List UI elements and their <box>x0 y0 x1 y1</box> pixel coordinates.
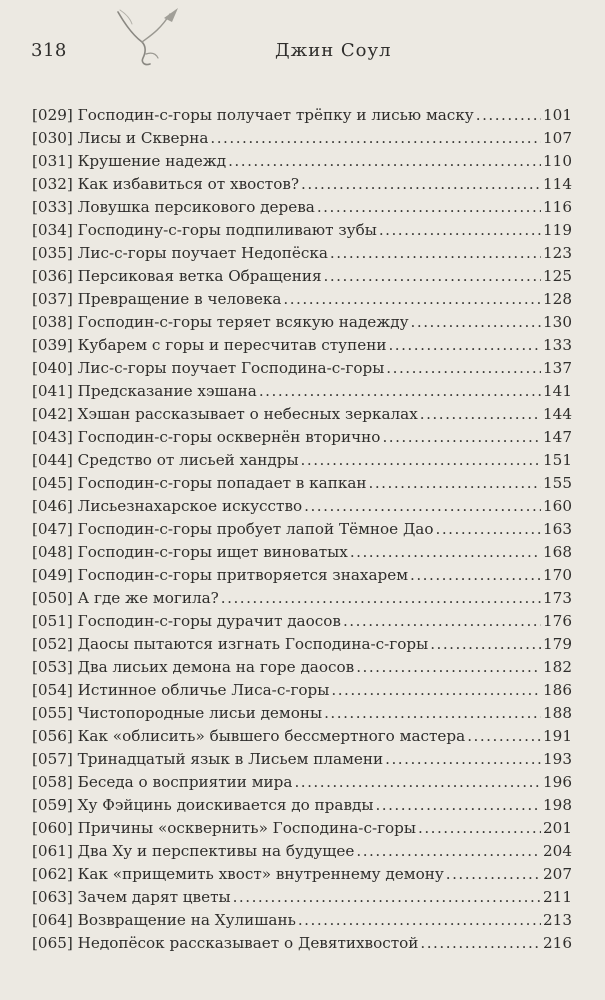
toc-entry-page: 207 <box>543 865 572 883</box>
toc-entry-title: [059] Ху Фэйцинь доискивается до правды <box>32 796 374 814</box>
toc-entry <box>32 426 572 449</box>
page-header <box>30 38 570 68</box>
toc-dot-leader <box>330 242 541 265</box>
toc-entry-title: [060] Причины «осквернить» Господина-с-горы <box>32 819 416 837</box>
toc-entry <box>32 265 572 288</box>
toc-entry-title: [031] Крушение надежд <box>32 152 227 170</box>
toc-entry-page: 196 <box>543 773 572 791</box>
toc-entry-page: 211 <box>543 888 572 906</box>
toc-entry <box>32 748 572 771</box>
toc-entry-title: [051] Господин-с-горы дурачит даосов <box>32 612 341 630</box>
toc-entry-page: 186 <box>543 681 572 699</box>
toc-entry <box>32 564 572 587</box>
toc-dot-leader <box>331 679 541 702</box>
toc-entry <box>32 633 572 656</box>
toc-dot-leader <box>233 886 541 909</box>
toc-dot-leader <box>350 541 541 564</box>
toc-entry-title: [030] Лисы и Скверна <box>32 129 209 147</box>
toc-entry-page: 137 <box>543 359 572 377</box>
toc-entry-title: [032] Как избавиться от хвостов? <box>32 175 300 193</box>
toc-dot-leader <box>420 403 541 426</box>
toc-entry <box>32 495 572 518</box>
toc-entry-title: [034] Господину-с-горы подпиливают зубы <box>32 221 377 239</box>
toc-entry-title: [039] Кубарем с горы и пересчитав ступени <box>32 336 387 354</box>
toc-entry-page: 163 <box>543 520 572 538</box>
toc-dot-leader <box>298 909 541 932</box>
toc-dot-leader <box>411 311 541 334</box>
toc-dot-leader <box>317 196 541 219</box>
toc-entry <box>32 886 572 909</box>
toc-entry <box>32 702 572 725</box>
toc-entry-page: 201 <box>543 819 572 837</box>
toc-entry-page: 110 <box>543 152 572 170</box>
toc-entry-page: 198 <box>543 796 572 814</box>
toc-dot-leader <box>301 173 541 196</box>
toc-entry-page: 107 <box>543 129 572 147</box>
toc-entry <box>32 541 572 564</box>
toc-dot-leader <box>301 449 541 472</box>
toc-entry <box>32 587 572 610</box>
toc-entry-title: [042] Хэшан рассказывает о небесных зеркалах <box>32 405 418 423</box>
toc-entry-page: 114 <box>543 175 572 193</box>
toc-entry <box>32 472 572 495</box>
toc-entry <box>32 357 572 380</box>
toc-dot-leader <box>228 150 541 173</box>
toc-dot-leader <box>221 587 541 610</box>
toc-entry-page: 191 <box>543 727 572 745</box>
toc-entry <box>32 518 572 541</box>
toc-dot-leader <box>356 656 541 679</box>
toc-entry-page: 155 <box>543 474 572 492</box>
toc-dot-leader <box>385 748 541 771</box>
toc-dot-leader <box>343 610 541 633</box>
toc-entry-page: 151 <box>543 451 572 469</box>
toc-entry-title: [043] Господин-с-горы осквернён вторично <box>32 428 381 446</box>
toc-entry <box>32 173 572 196</box>
toc-entry-title: [050] А где же могила? <box>32 589 219 607</box>
toc-dot-leader <box>304 495 541 518</box>
toc-entry-title: [040] Лис-с-горы поучает Господина-с-горы <box>32 359 385 377</box>
toc-entry <box>32 334 572 357</box>
toc-entry-page: 179 <box>543 635 572 653</box>
toc-entry-page: 173 <box>543 589 572 607</box>
toc-entry <box>32 679 572 702</box>
toc-dot-leader <box>386 357 541 380</box>
toc-entry-title: [037] Превращение в человека <box>32 290 282 308</box>
toc-entry-page: 160 <box>543 497 572 515</box>
toc-dot-leader <box>324 702 541 725</box>
toc-dot-leader <box>382 426 541 449</box>
toc-dot-leader <box>420 932 541 955</box>
running-title: Джин Соул <box>275 40 392 61</box>
toc-entry <box>32 610 572 633</box>
toc-entry-title: [036] Персиковая ветка Обращения <box>32 267 322 285</box>
toc-entry <box>32 840 572 863</box>
toc-entry-page: 130 <box>543 313 572 331</box>
toc-entry-page: 144 <box>543 405 572 423</box>
toc-entry <box>32 104 572 127</box>
toc-entry-page: 193 <box>543 750 572 768</box>
toc-entry-title: [057] Тринадцатый язык в Лисьем пламени <box>32 750 384 768</box>
toc-entry-title: [064] Возвращение на Хулишань <box>32 911 296 929</box>
toc-entry <box>32 219 572 242</box>
toc-entry-page: 125 <box>543 267 572 285</box>
toc-entry <box>32 909 572 932</box>
toc-entry <box>32 196 572 219</box>
toc-entry-title: [053] Два лисьих демона на горе даосов <box>32 658 355 676</box>
toc-entry-title: [061] Два Ху и перспективы на будущее <box>32 842 355 860</box>
toc-entry-page: 182 <box>543 658 572 676</box>
toc-entry-page: 116 <box>543 198 572 216</box>
toc-dot-leader <box>210 127 541 150</box>
toc-entry <box>32 288 572 311</box>
toc-dot-leader <box>476 104 541 127</box>
toc-dot-leader <box>430 633 541 656</box>
toc-entry <box>32 794 572 817</box>
toc-entry-page: 141 <box>543 382 572 400</box>
toc-entry <box>32 150 572 173</box>
toc-entry <box>32 127 572 150</box>
toc-dot-leader <box>294 771 541 794</box>
toc-dot-leader <box>324 265 541 288</box>
toc-dot-leader <box>379 219 541 242</box>
toc-entry <box>32 449 572 472</box>
toc-entry-page: 176 <box>543 612 572 630</box>
toc-entry-title: [045] Господин-с-горы попадает в капкан <box>32 474 367 492</box>
toc-entry <box>32 242 572 265</box>
toc-entry-page: 188 <box>543 704 572 722</box>
toc-entry-title: [038] Господин-с-горы теряет всякую надежду <box>32 313 409 331</box>
toc-dot-leader <box>446 863 541 886</box>
toc-entry-title: [055] Чистопородные лисьи демоны <box>32 704 323 722</box>
toc-entry-page: 216 <box>543 934 572 952</box>
toc-entry-page: 101 <box>543 106 572 124</box>
toc-entry <box>32 311 572 334</box>
toc-dot-leader <box>259 380 541 403</box>
toc-entry-page: 213 <box>543 911 572 929</box>
toc-entry <box>32 380 572 403</box>
toc-entry-title: [035] Лис-с-горы поучает Недопёска <box>32 244 328 262</box>
toc-entry-title: [065] Недопёсок рассказывает о Девятихвостой <box>32 934 419 952</box>
toc-entry-page: 170 <box>543 566 572 584</box>
toc-entry-title: [044] Средство от лисьей хандры <box>32 451 299 469</box>
toc-entry-page: 204 <box>543 842 572 860</box>
toc-entry-page: 168 <box>543 543 572 561</box>
toc-entry-title: [029] Господин-с-горы получает трёпку и лисью маску <box>32 106 474 124</box>
toc-entry-title: [062] Как «прищемить хвост» внутреннему демону <box>32 865 444 883</box>
toc-entry-title: [047] Господин-с-горы пробует лапой Тёмное Дао <box>32 520 434 538</box>
toc-entry-page: 123 <box>543 244 572 262</box>
toc-dot-leader <box>436 518 541 541</box>
toc-dot-leader <box>375 794 541 817</box>
toc-entry-page: 128 <box>543 290 572 308</box>
table-of-contents <box>32 104 572 955</box>
toc-entry-title: [052] Даосы пытаются изгнать Господина-с-горы <box>32 635 429 653</box>
toc-entry-title: [063] Зачем дарят цветы <box>32 888 231 906</box>
toc-dot-leader <box>410 564 541 587</box>
toc-entry <box>32 725 572 748</box>
toc-entry-title: [033] Ловушка персикового дерева <box>32 198 315 216</box>
toc-dot-leader <box>356 840 541 863</box>
toc-entry <box>32 932 572 955</box>
toc-entry-title: [048] Господин-с-горы ищет виноватых <box>32 543 348 561</box>
toc-dot-leader <box>418 817 541 840</box>
toc-entry <box>32 771 572 794</box>
toc-dot-leader <box>283 288 541 311</box>
toc-entry-title: [046] Лисьезнахарское искусство <box>32 497 303 515</box>
toc-entry-title: [058] Беседа о восприятии мира <box>32 773 293 791</box>
toc-entry-page: 147 <box>543 428 572 446</box>
page-number: 318 <box>31 40 67 61</box>
toc-dot-leader <box>369 472 541 495</box>
toc-entry-title: [049] Господин-с-горы притворяется знахарем <box>32 566 409 584</box>
toc-entry <box>32 817 572 840</box>
toc-entry-title: [054] Истинное обличье Лиса-с-горы <box>32 681 330 699</box>
toc-entry-title: [056] Как «облисить» бывшего бессмертного мастера <box>32 727 466 745</box>
toc-entry <box>32 656 572 679</box>
toc-dot-leader <box>388 334 541 357</box>
toc-entry-page: 119 <box>543 221 572 239</box>
toc-entry <box>32 863 572 886</box>
toc-dot-leader <box>467 725 541 748</box>
toc-entry <box>32 403 572 426</box>
toc-entry-title: [041] Предсказание хэшана <box>32 382 257 400</box>
toc-entry-page: 133 <box>543 336 572 354</box>
